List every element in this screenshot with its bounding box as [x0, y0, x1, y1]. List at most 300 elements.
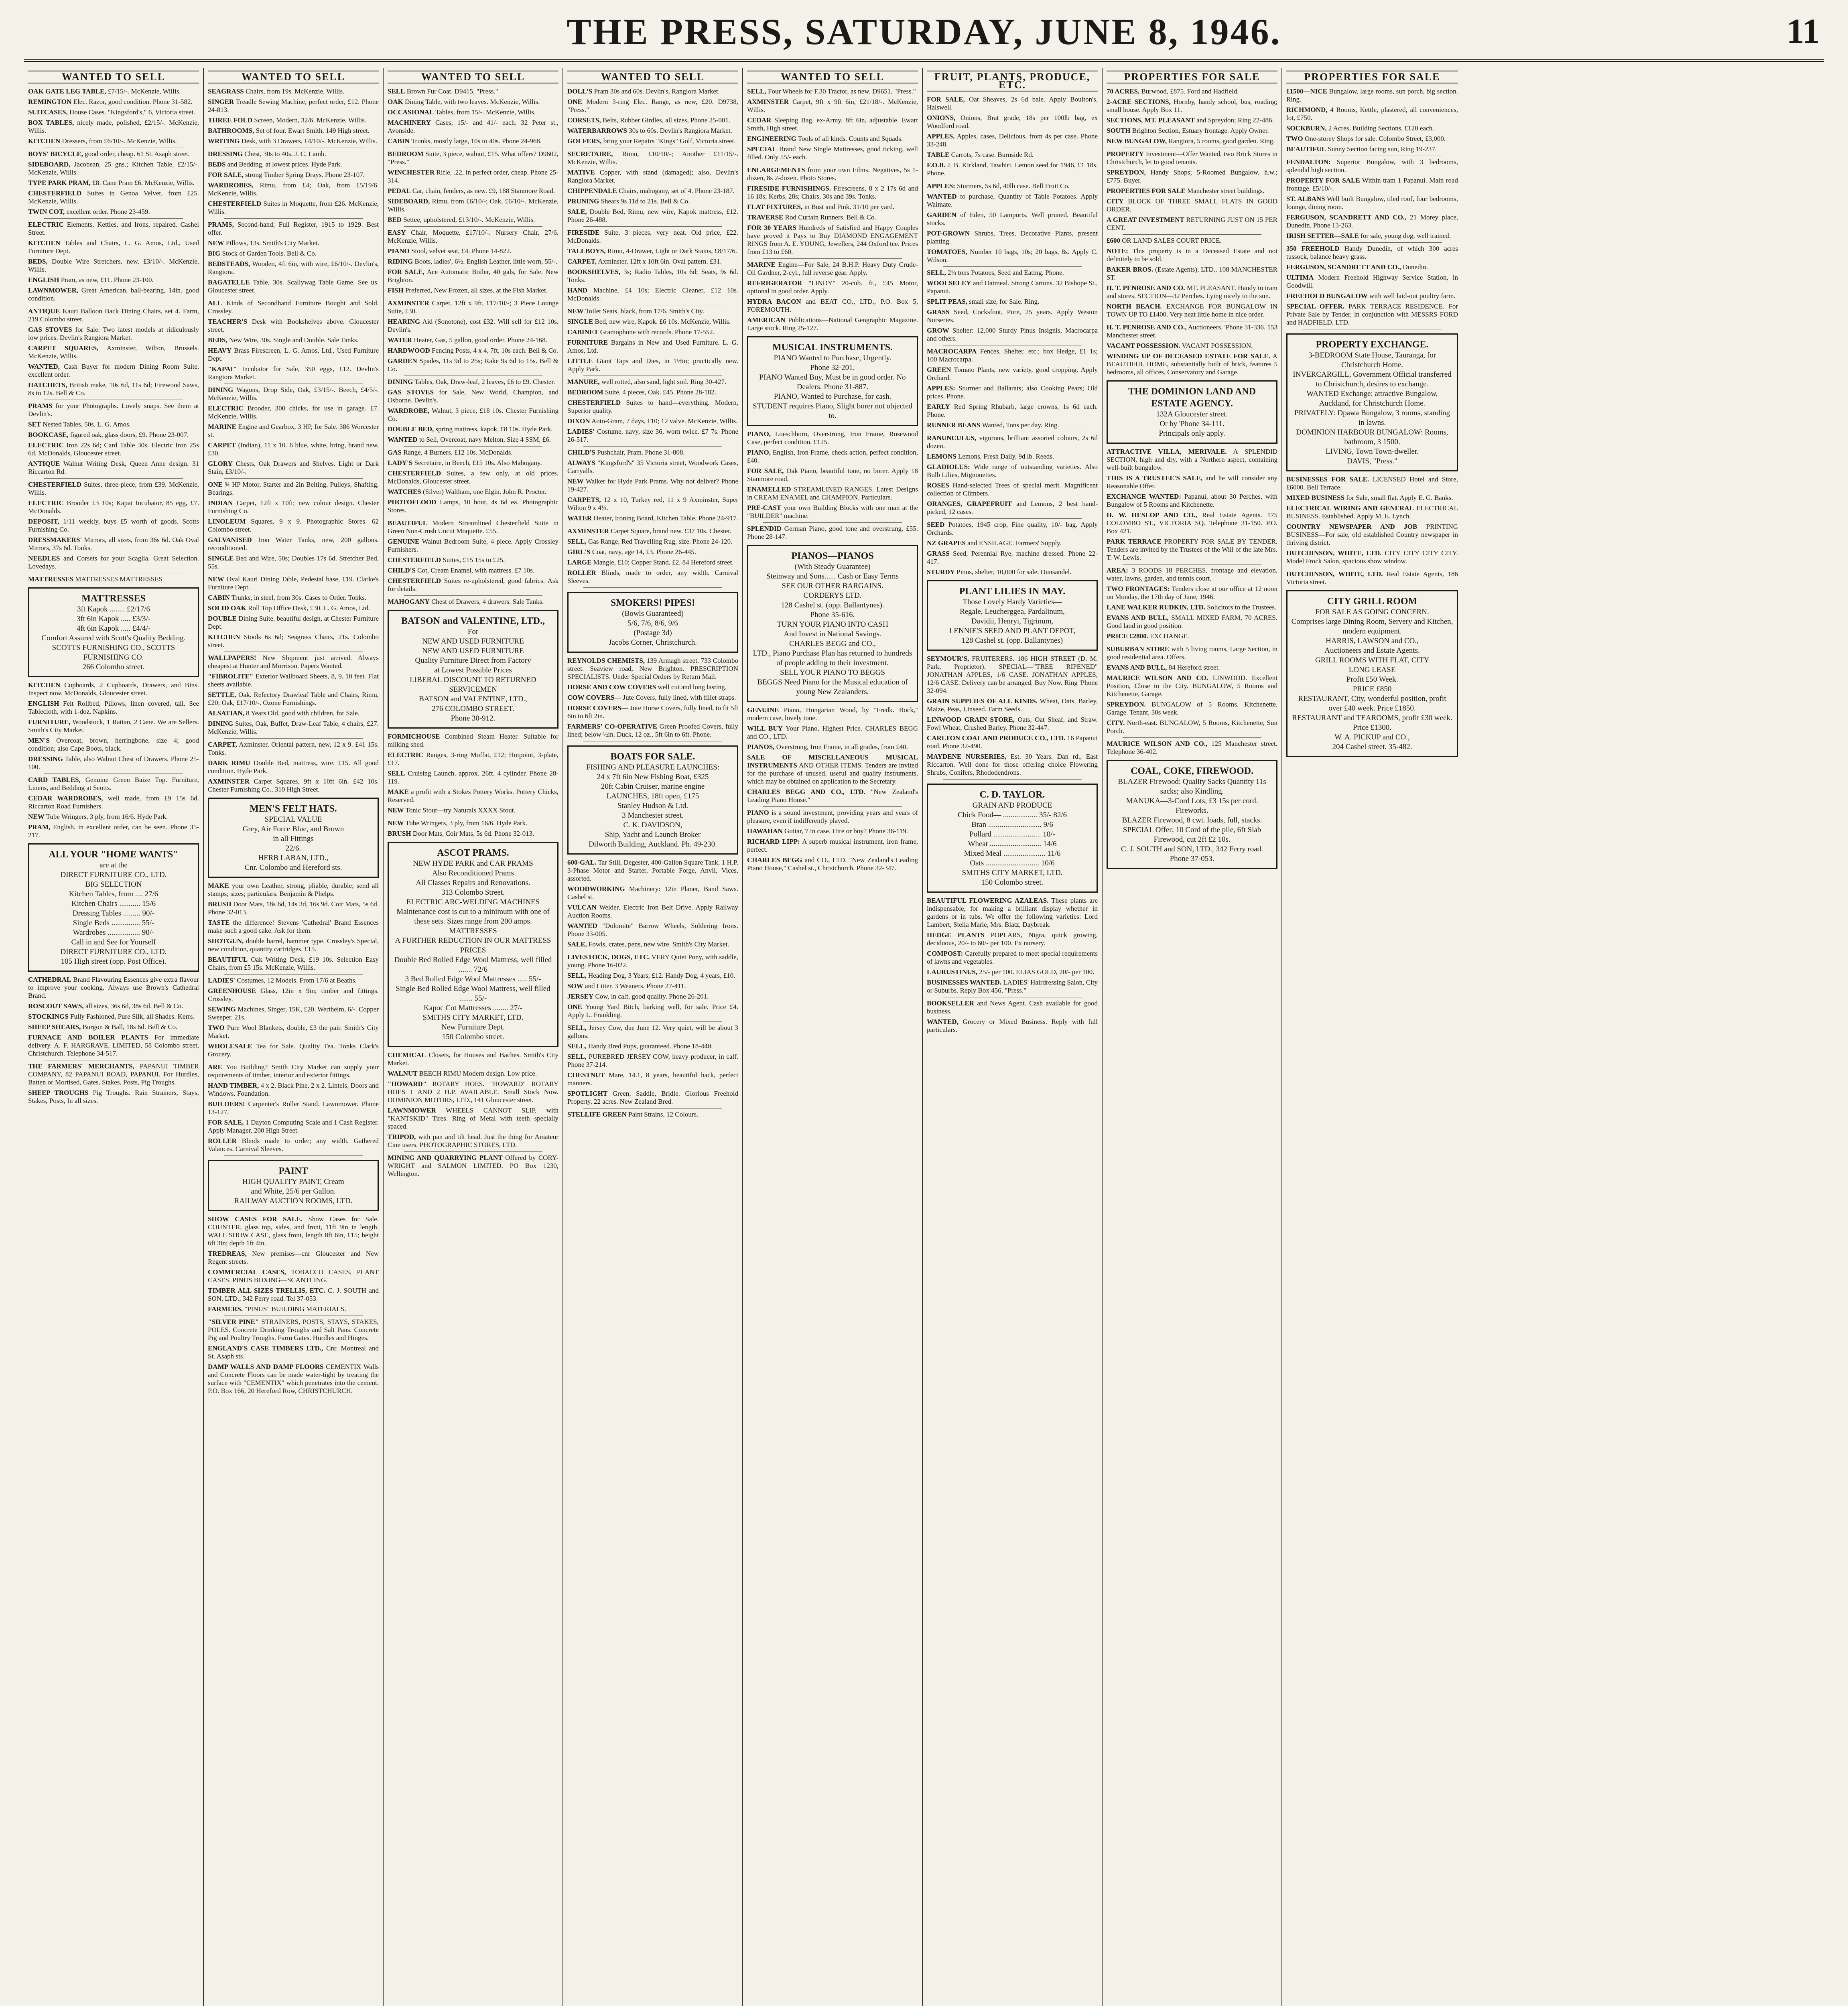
ad-lead: GAS [388, 449, 402, 456]
ad-lead: WARDROBES, [208, 181, 254, 189]
display-ad-line: Comfort Assured with Scott's Quality Bedding. [41, 634, 186, 642]
ad-text: Felt Rollbed, Pillows, linen covered, tall. See Tablecloth, with 1-doz. Napkins. [28, 700, 199, 715]
ad-lead: SHOW CASES FOR SALE. [208, 1215, 303, 1223]
ad-text: RETURNING JUST ON 15 PER CENT. [1107, 216, 1278, 231]
classified-ad [567, 704, 738, 720]
classified-ad [567, 904, 738, 920]
ad-lead: BOX TABLES, [28, 119, 74, 126]
ad-text: Chair, Moquette, £17/10/-. Nursery Chair, 27/6. McKenzie, Willis. [388, 229, 559, 244]
ad-lead: KITCHEN [208, 633, 240, 641]
ad-text: Suites in Moquette, from £26. McKenzie, Willis. [208, 200, 379, 215]
ad-text: to Sell, Overcoat, navy Melton, Size 4 SSM, £6. [419, 436, 551, 443]
classified-ad [1107, 87, 1277, 95]
ad-text: Chest, 30s to 40s. J. C. Lamb. [244, 150, 326, 158]
classified-ad [1107, 538, 1277, 562]
ad-lead: GENUINE [388, 538, 420, 545]
ad-lead: ARE [208, 1063, 222, 1071]
ad-lead: ANTIQUE [28, 307, 60, 315]
classified-ad [208, 937, 379, 953]
ad-text: 3 ROODS 18 PERCHES, frontage and elevation, water, lawns, garden, and tennis court. [1107, 566, 1278, 582]
classified-column [24, 68, 204, 2006]
ad-text: 1 Dayton Computing Scale and 1 Cash Register. Apply Manager, 200 High Street. [208, 1119, 379, 1134]
display-ad-line: PRICE £850 [1352, 685, 1392, 693]
ad-lead: BOOKCASE, [28, 431, 69, 439]
ad-lead: ELECTRIC [28, 441, 64, 449]
classified-ad [208, 1363, 379, 1395]
classified-ad [567, 859, 738, 883]
classified-ad [28, 718, 199, 734]
classified-ad [28, 119, 199, 135]
display-ad-line: Kitchen Tables, from .... 27/6 [69, 890, 158, 898]
ad-divider [943, 518, 1082, 519]
ad-lead: DOLL'S [567, 87, 593, 95]
ad-text: Cupboards, 2 Cupboards, Drawers, and Bins. Inspect now. McDonalds, Gloucester street. [28, 681, 199, 697]
ad-lead: NEW [388, 819, 404, 827]
classified-ad [28, 420, 199, 428]
classified-ad [1286, 135, 1458, 143]
ad-text: Mirrors, all sizes, from 36s 6d. Oak Oval Mirrors, 37s 6d. Tonks. [28, 536, 199, 552]
display-ad-line: SERVICEMEN [449, 685, 497, 694]
classified-ad [1286, 263, 1458, 271]
ad-lead: TYPE PARK PRAM, [28, 179, 91, 187]
section-header: PROPERTIES FOR SALE [1107, 71, 1277, 83]
ad-lead: RIDING [388, 258, 413, 265]
ad-text: Oats, Oat Sheaf, and Straw. Fowl Wheat, Crushed Barley. Phone 32-447. [927, 716, 1098, 731]
classified-ad [388, 1080, 558, 1104]
classified-ad [28, 363, 199, 379]
ad-lead: LITTLE [567, 357, 593, 365]
ad-lead: RICHARD LIPP: [747, 838, 800, 845]
ad-divider [404, 446, 542, 447]
classified-ad [567, 972, 738, 980]
ad-lead: MIXED BUSINESS [1286, 494, 1345, 502]
ad-lead: TEACHER'S [208, 318, 248, 325]
ad-lead: TRIPOD, [388, 1133, 416, 1141]
ad-divider [943, 266, 1082, 267]
classified-ad [388, 498, 558, 514]
ad-lead: GRAIN SUPPLIES OF ALL KINDS. [927, 697, 1038, 705]
display-ad-line: Davidii, Henryi, Tigrinum, [971, 617, 1054, 625]
ad-text: and he will consider any Reasonable Offer. [1107, 474, 1277, 490]
ad-divider [404, 595, 542, 596]
ad-text: of Eden, 50 Lamports. Well pruned. Beautiful stocks. [927, 211, 1098, 227]
display-ad-line: W. A. PICKUP and CO., [1334, 733, 1410, 741]
ad-lead: EVANS AND BULL, [1107, 664, 1167, 671]
ad-lead: GARDEN [388, 357, 417, 365]
ad-text: Modern Freehold Highway Service Station, in Goodwill. [1286, 274, 1458, 289]
display-ad-line: 204 Cashel street. 35-482. [1332, 743, 1412, 751]
ad-lead: FOR SALE, [927, 95, 965, 103]
ad-text: Aid (Sonotone), cost £32. Will sell for £12 10s. Devlin's. [388, 318, 559, 333]
ad-lead: MACROCARPA [927, 347, 977, 355]
ad-lead: FURNITURE, [28, 718, 71, 726]
display-ad-line: Pollard ......................... 10/- [969, 830, 1055, 839]
display-ad-line: 150 Colombo street. [442, 1033, 504, 1041]
classified-ad [388, 577, 558, 593]
display-ad-line: HERB LABAN, LTD., [258, 854, 329, 862]
ad-text: Rangiora, 5 rooms, good garden. Ring. [1168, 137, 1275, 145]
ad-text: WHEELS CANNOT SLIP, with "KANTSKID" Tires. Ring of Metal with teeth specially spaced. [388, 1107, 558, 1130]
classified-ad [208, 672, 379, 688]
classified-ad [747, 485, 918, 502]
display-ad-line: FISHING AND PLEASURE LAUNCHES: [586, 763, 719, 772]
classified-ad [208, 554, 379, 571]
ad-text: Papanui, about 30 Perches, with Bungalow of 5 Rooms and Kitchenette. [1107, 493, 1277, 508]
ad-lead: SHEEP TROUGHS [28, 1089, 89, 1096]
ad-text: SMALL MIXED FARM, 70 ACRES. Good land in good position. [1107, 614, 1278, 629]
classified-ad [388, 1051, 558, 1067]
classified-ad [208, 1100, 379, 1116]
display-ad-line: PRIVATELY: Dpawa Bungalow, 3 rooms, standing in lawns. [1294, 409, 1450, 427]
ad-lead: NEW [567, 307, 584, 315]
ad-lead: 2-ACRE SECTIONS, [1107, 98, 1171, 106]
classified-ad [1286, 145, 1458, 153]
display-ad-line: Single Beds ............... 55/- [73, 919, 154, 927]
ad-text: Range, 4 Burners, £12 10s. McDonalds. [403, 449, 513, 456]
ad-text: You Building? Smith City Market can supply your requirements of timber, interior and exterior fittings. [208, 1063, 379, 1079]
classified-ad [208, 386, 379, 402]
ad-text: (Indian), 11 x 10. 6 blue, white, bring, brand new, £30. [208, 441, 379, 457]
ad-lead: COW COVERS— [567, 694, 621, 701]
display-ad-title: PLANT LILIES IN MAY. [959, 586, 1066, 597]
ad-text: EXCHANGE FOR BUNGALOW IN TOWN UP TO £1400. Very neat little home in nice order. [1107, 303, 1277, 318]
ad-text: Pram 30s and 60s. Devlin's, Rangiora Market. [594, 87, 720, 95]
classified-ad [567, 169, 738, 185]
ad-text: Carpenter's Roller Stand. Lawnmower. Phone 13-127. [208, 1100, 379, 1116]
ad-lead: THREE FOLD [208, 116, 252, 124]
classified-ad [208, 1119, 379, 1135]
classified-ad [1107, 674, 1277, 698]
ad-divider [763, 806, 902, 807]
ad-text: These plants are indispensable, for making a brilliant display whether in gardens or in tubs. We offer the following varieties: Lord Lambert, Stella Marie, Mrs. Blatz, Daybreak. [927, 897, 1098, 928]
ad-text: PROPERTY FOR SALE BY TENDER. Tenders are invited by the Trustees of the Will of the late Mrs. T. W. Lewis. [1107, 538, 1278, 561]
ad-text: for Sale. Two latest models at ridiculously low prices. Devlin's Rangiora Market. [28, 326, 199, 341]
ad-lead: PRAMS, [208, 221, 234, 228]
ad-text: Oak. Refectory Drawleaf Table and Chairs, Rimu, £20; Oak, £17/10/-. Ozone Furnishings. [208, 691, 379, 707]
ad-lead: CEDAR WARDROBES, [28, 794, 103, 802]
ad-text: House Cases. "Kingsford's," 6, Victoria street. [69, 108, 195, 116]
ad-lead: SPECIAL OFFER. [1286, 303, 1344, 310]
ad-lead: BATHROOMS, [208, 127, 254, 134]
classified-ad [567, 1042, 738, 1050]
ad-text: Tonic Stout—try Naturals XXXX Stout. [405, 806, 516, 814]
classified-ad [208, 137, 379, 145]
classified-ad [567, 388, 738, 396]
display-ad-line: LIBERAL DISCOUNT TO RETURNED [410, 676, 536, 684]
classified-ad [388, 229, 558, 245]
classified-ad [567, 116, 738, 124]
ad-text: VACANT POSSESSION. [1182, 342, 1253, 349]
ad-text: for your Photographs. Lovely snaps. See them at Devlin's. [28, 402, 199, 418]
classified-ad [28, 98, 199, 106]
classified-ad [927, 897, 1098, 929]
ad-text: North-east. BUNGALOW, 5 Rooms, Kitchenette, Sun Porch. [1107, 719, 1278, 735]
display-ad-line: RESTAURANT, City, wonderful position, profit over £40 week. Price £1850. [1298, 694, 1446, 713]
classified-ad [28, 737, 199, 753]
ad-text: Lemons, Fresh Daily, 9d lb. Reeds. [958, 453, 1054, 460]
ad-text: Desk, with 3 Drawers, £4/10/-. McKenzie, Willis. [241, 137, 378, 145]
classified-ad [567, 558, 738, 566]
ad-lead: SECTIONS, MT. PLEASANT [1107, 116, 1195, 124]
classified-ad [567, 399, 738, 415]
ad-lead: SEWING [208, 1005, 236, 1013]
classified-ad [1107, 266, 1277, 282]
ad-text: EXCHANGE. [1150, 632, 1189, 640]
ad-lead: JERSEY [567, 993, 594, 1000]
ad-text: Paint Strains, 12 Colours. [628, 1111, 699, 1118]
classified-ad [927, 434, 1098, 450]
ad-text: and BEAT CO., LTD., P.O. Box 5, FOREMOUTH. [747, 298, 918, 313]
classified-columns [24, 68, 1824, 2006]
ad-lead: SETTLE, [208, 691, 236, 698]
classified-ad [208, 900, 379, 916]
ad-lead: ENGLAND'S CASE TIMBERS LTD., [208, 1344, 323, 1352]
ad-text: Superior Bungalow, with 3 bedrooms, splendid high section. [1286, 158, 1458, 174]
display-ad-title: ASCOT PRAMS. [437, 848, 509, 858]
ad-text: Fences, Shelter, etc.; box Hedge, £1 1s; 100 Macrocarpa. [927, 347, 1098, 363]
ad-text: Chests, Oak Drawers and Shelves. Light or Dark Stain, £3/10/-. [208, 460, 379, 475]
classified-ad [388, 119, 558, 135]
ad-text: Guitar, 7 in case. Hire or buy? Phone 36-119. [784, 827, 908, 835]
classified-ad [927, 481, 1098, 497]
classified-ad [747, 809, 918, 825]
ad-text: with 5 living rooms, Large Section, in good residential area. Offers. [1107, 645, 1278, 661]
ad-text: Tables, Oak, Draw-leaf, 2 leaves, £6 to £9. Chester. [414, 378, 555, 386]
classified-ad [1107, 169, 1277, 185]
ad-lead: APPLES: [927, 384, 955, 392]
ad-text: and Bedding, at lowest prices. Hyde Park. [227, 160, 342, 168]
ad-lead: DIXON [567, 417, 590, 425]
ad-lead: CARPETS, [567, 496, 601, 504]
ad-lead: PIANO, [747, 449, 771, 456]
display-ad-line: Cnr. Colombo and Hereford sts. [244, 863, 342, 872]
classified-ad [28, 1023, 199, 1031]
ad-lead: H. T. PENROSE AND CO., [1107, 323, 1187, 331]
classified-ad [28, 381, 199, 397]
classified-ad [388, 819, 558, 827]
ad-lead: BEAUTIFUL [388, 519, 428, 527]
ad-text: PARK TERRACE RESIDENCE. For Private Sale by Tender, in conjunction with MESSRS FORD and HADFIELD, LTD. [1286, 303, 1458, 326]
section-header: WANTED TO SELL [747, 71, 918, 83]
classified-ad [1107, 566, 1277, 583]
classified-ad [567, 187, 738, 195]
display-ad-line: Dilworth Building, Auckland. Ph. 49-230. [589, 840, 717, 849]
ad-lead: SOW [567, 982, 583, 990]
ad-text: and Lemons, 2 best hand-picked, 12 cases. [927, 500, 1098, 516]
ad-lead: ELECTRIC [28, 499, 64, 507]
classified-ad [208, 181, 379, 197]
ad-lead: ONE [567, 1003, 582, 1011]
ad-lead: MAURICE WILSON AND CO. [1107, 674, 1208, 682]
section-header: FRUIT, PLANTS, PRODUCE, ETC. [927, 71, 1098, 91]
ad-lead: SPLIT PEAS, [927, 298, 967, 305]
ad-text: Overstrung, Iron Frame, in all grades, from £40. [776, 743, 908, 751]
ad-lead: TWO [208, 1024, 225, 1031]
ad-lead: HORSE AND COW COVERS [567, 683, 656, 691]
ad-lead: FERGUSON, SCANDRETT AND CO., [1286, 263, 1401, 271]
classified-ad [1286, 87, 1458, 104]
classified-column [1103, 68, 1282, 2006]
ad-lead: LAURUSTINUS, [927, 968, 978, 976]
ad-text: and CO., LTD. "New Zealand's Leading Piano House," Cashel st., Christchurch. Phone 32-347. [747, 856, 918, 872]
ad-lead: FIRESIDE FURNISHINGS. [747, 185, 831, 192]
display-ad-box [1286, 333, 1458, 471]
display-ad-line: Jacobs Corner, Christchurch. [609, 638, 697, 647]
ad-lead: HAND [567, 286, 588, 294]
ad-lead: H. T. PENROSE AND CO. [1107, 284, 1185, 292]
ad-lead: SELL, [567, 538, 587, 545]
ad-text: Wagons, Drop Side, Oak, £3/15/-. Beech, £4/5/-. McKenzie, Willis. [208, 386, 379, 402]
display-ad-line: LENNIE'S SEED AND PLANT DEPOT, [949, 627, 1076, 635]
ad-text: with well laid-out poultry farm. [1369, 292, 1456, 300]
classified-ad [1286, 504, 1458, 520]
ad-lead: PHOTOFLOOD [388, 498, 437, 506]
classified-ad [388, 1133, 558, 1149]
ad-lead: TOMATOES, [927, 248, 967, 256]
classified-ad [927, 999, 1098, 1015]
display-ad-line: DIRECT FURNITURE CO., LTD. [60, 871, 167, 879]
classified-ad [1107, 187, 1277, 195]
ad-text: Sunny Section facing sun, Ring 19-237. [1328, 145, 1437, 153]
ad-text: from your own Films. Negatives, 5s 1-dozen, 8s 2-dozen. Photo Stores. [747, 166, 918, 182]
classified-ad [208, 278, 379, 294]
classified-column [204, 68, 384, 2006]
classified-ad [388, 347, 558, 355]
ad-text: Wanted, Tons per day. Ring. [982, 421, 1059, 429]
classified-ad [927, 950, 1098, 966]
classified-ad [747, 279, 918, 295]
classified-ad [567, 357, 738, 373]
ad-lead: MEN'S [28, 737, 50, 744]
classified-ad [208, 518, 379, 534]
display-ad-line: SMITHS CITY MARKET, LTD. [422, 1013, 524, 1022]
ad-lead: WANTED, [927, 1018, 959, 1025]
ad-lead: TREDREAS, [208, 1250, 247, 1257]
classified-ad [1107, 493, 1277, 509]
display-ad-line: NEW AND USED FURNITURE [422, 647, 524, 655]
ad-text: Car, chain, fenders, as new. £9, 188 Stanmore Road. [412, 187, 555, 195]
ad-lead: CHEMICAL [388, 1051, 426, 1059]
classified-ad [1107, 303, 1277, 319]
classified-ad [208, 987, 379, 1003]
classified-ad [388, 318, 558, 334]
classified-ad [208, 200, 379, 216]
display-ad-box [28, 587, 199, 677]
ad-lead: SUBURBAN STORE [1107, 645, 1170, 653]
ad-text: VERY Quiet Pony, with saddle, young. Phone 16-022. [567, 953, 738, 969]
classified-ad [567, 885, 738, 901]
ad-lead: MAHOGANY [388, 598, 430, 605]
ad-lead: A GREAT INVESTMENT [1107, 216, 1184, 223]
classified-ad [208, 594, 379, 602]
display-ad-box [927, 784, 1098, 893]
display-ad-line: A FURTHER REDUCTION IN OUR MATTRESS PRICES [395, 936, 551, 954]
classified-ad [208, 127, 379, 135]
ad-text: 2¼ tons Potatoes, Seed and Eating. Phone. [947, 269, 1064, 276]
ad-lead: STELLIFE GREEN [567, 1111, 627, 1118]
ad-lead: PARK TERRACE [1107, 538, 1162, 545]
ad-lead: SPECIAL [747, 145, 777, 153]
ad-lead: DEPOSIT, [28, 518, 59, 525]
ad-lead: NEEDLES [28, 554, 60, 562]
ad-lead: WOODWORKING [567, 885, 625, 893]
classified-ad [28, 499, 199, 515]
classified-ad [28, 221, 199, 237]
ad-text: Manchester street buildings. [1187, 187, 1265, 195]
display-ad-line: 3 Bed Rolled Edge Wool Mattresses ..... 55/- [405, 975, 541, 983]
ad-text: Second-hand; Full Register, 1915 to 1929. Best offer. [208, 221, 379, 236]
ad-divider [583, 1021, 722, 1022]
ad-text: Tube Wringers, 3 ply, from 16/6. Hyde Park. [405, 819, 528, 827]
ad-text: ELECTRICAL BUSINESS. Established. Apply M. E. Lynch. [1286, 504, 1458, 520]
display-ad-line: Fireworks. [1176, 806, 1208, 815]
ad-lead: NEW [208, 575, 224, 583]
classified-ad [388, 336, 558, 344]
classified-ad [567, 150, 738, 166]
ad-lead: CEDAR [747, 116, 772, 124]
classified-ad [388, 378, 558, 386]
ad-lead: CORSETS, [567, 116, 601, 124]
display-ad-line: Kapoc Cot Mattresses ........ 27/- [424, 1004, 522, 1012]
ad-lead: TWO [1286, 135, 1303, 142]
ad-text: figured oak, glass doors, £9. Phone 23-007. [70, 431, 189, 439]
ad-lead: £1500—NICE [1286, 87, 1328, 95]
classified-ad [208, 221, 379, 237]
classified-ad [927, 248, 1098, 264]
classified-ad [208, 1344, 379, 1360]
ad-text: Costume, navy, size 36, worn twice. £7 7s. Phone 26-517. [567, 428, 739, 443]
ad-text: Shelter: 12,000 Sturdy Pinus Insignis, Macrocarpa and others. [927, 327, 1098, 342]
classified-ad [567, 1024, 738, 1040]
classified-ad [208, 1305, 379, 1313]
ad-lead: SELL, [567, 1024, 587, 1031]
display-ad-line: GRAIN AND PRODUCE [972, 801, 1052, 810]
ad-lead: COMPOST: [927, 950, 963, 957]
ad-text: New Wire, 30s. Single and Double. Sale Tanks. [229, 336, 359, 344]
ad-lead: BEDS, [208, 336, 227, 344]
ad-text: Dressers, from £6/10/-. McKenzie, Willis. [62, 137, 177, 145]
ad-text: Brand New Single Mattresses, good ticking, well filled. Only 55/- each. [747, 145, 918, 161]
ad-lead: LADY'S [388, 459, 413, 467]
ad-text: Brooder, 300 chicks, for use in garage. £7. McKenzie, Willis. [208, 404, 379, 420]
ad-text: Suites, Oak, Buffet, Draw-Leaf Table, 4 chairs, £27. McKenzie, Willis. [208, 720, 379, 735]
classified-ad [28, 518, 199, 534]
classified-ad [1107, 614, 1277, 630]
classified-ad [208, 365, 379, 381]
ad-text: Door Mats, 18s 6d, 14s 3d, 16s 9d. Coir Mats, 5s 6d. Phone 32-013. [208, 900, 379, 916]
classified-ad [208, 1024, 379, 1040]
ad-lead: CABIN [388, 137, 410, 145]
ad-text: Tomato Plants, new variety, good cropping. Apply Orchard. [927, 366, 1098, 382]
ad-text: Blinds made to order; any width. Gathered Valances. Carnival Sleeves. [208, 1137, 379, 1153]
ad-text: Tar Still, Degester, 400-Gallon Square Tank, 1 H.P. 3-Phase Motor and Starter, Portable Forge, Anvil, Vices, assorted. [567, 859, 738, 882]
ad-lead: CARPET, [208, 741, 237, 748]
ad-lead: WINCHESTER [388, 169, 435, 176]
section-header: WANTED TO SELL [28, 71, 199, 83]
ad-text: Tools of all kinds. Counts and Squads. [798, 135, 903, 142]
ad-text: small size, for Sale. Ring. [969, 298, 1040, 305]
ad-text: 1/11 weekly, buys £5 worth of goods. Scotts Furnishing Co. [28, 518, 199, 533]
ad-lead: STOCKINGS [28, 1013, 69, 1020]
display-ad-title: MATTRESSES [81, 593, 146, 604]
ad-text: Cruising Launch, approx. 26ft, 4 cylinder. Phone 28-119. [388, 770, 558, 785]
ad-lead: EARLY [927, 403, 950, 410]
ad-lead: GRASS [927, 308, 950, 316]
ad-lead: BRUSH [208, 900, 232, 908]
classified-ad [208, 150, 379, 158]
classified-ad [567, 514, 738, 522]
classified-ad [28, 813, 199, 821]
